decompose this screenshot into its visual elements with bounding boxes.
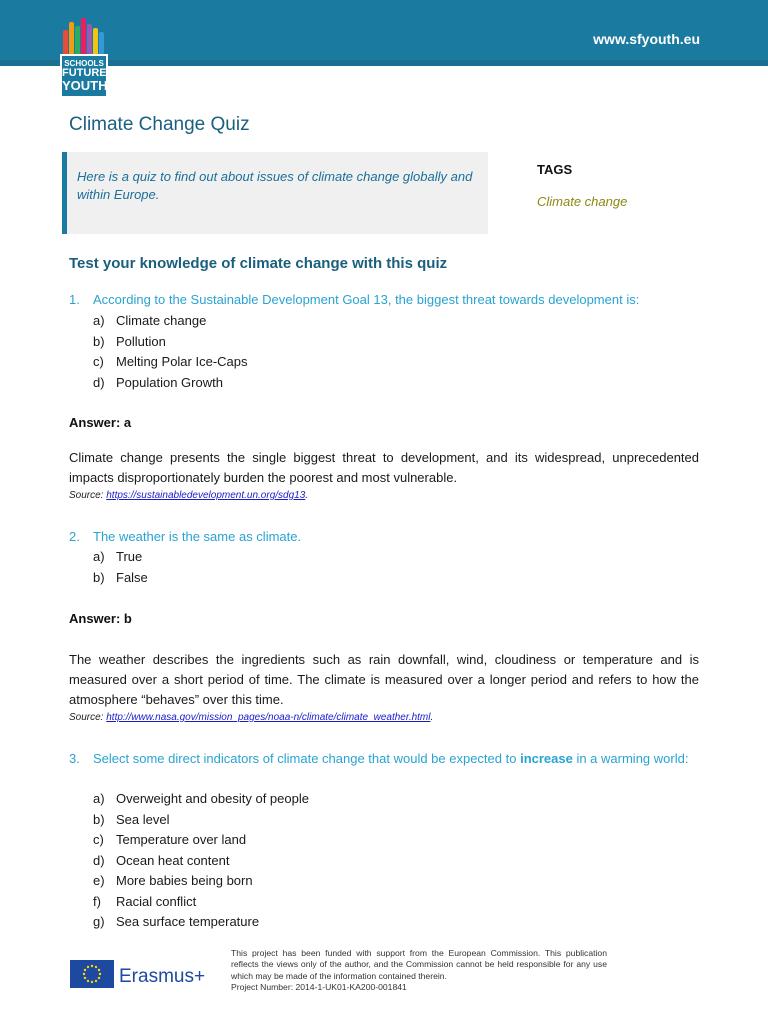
- option-letter: d): [93, 852, 105, 868]
- option-text: Sea level: [116, 811, 170, 827]
- source-2: [69, 712, 433, 723]
- option-text: False: [116, 569, 148, 585]
- question-1: [69, 290, 699, 310]
- question-text: According to the Sustainable Development Goal 13, the biggest threat towards development is:: [93, 292, 640, 307]
- question-2: [69, 527, 699, 547]
- tags-heading: TAGS: [537, 162, 573, 177]
- source-end: .: [305, 490, 309, 501]
- question-3: [69, 749, 699, 769]
- option-text: Ocean heat content: [116, 852, 230, 868]
- logo-hand-mark: [93, 28, 98, 54]
- eu-flag-icon: [70, 960, 114, 988]
- logo-hand-mark: [75, 26, 80, 54]
- sfyouth-logo[interactable]: [60, 4, 108, 96]
- option-text: Pollution: [116, 333, 166, 349]
- funding-disclaimer: [231, 948, 607, 994]
- option-letter: a): [93, 549, 105, 564]
- explanation-1: Climate change presents the single biggest threat to development, and its widespread, unprecedented impacts disproportionately burden the poorest and most vulnerable.: [69, 450, 699, 485]
- header-divider: [0, 60, 768, 66]
- source-label: Source:: [69, 490, 104, 501]
- logo-line-future: FUTURE: [62, 67, 107, 79]
- tag-climate-change[interactable]: Climate change: [537, 194, 628, 209]
- question-number: 2.: [69, 529, 80, 544]
- erasmus-logo-text: Erasmus+: [119, 966, 206, 987]
- option-letter: d): [93, 374, 105, 390]
- question-text-after: in a warming world:: [572, 751, 689, 766]
- question-text-before: Select some direct indicators of climate change that would be expected to: [93, 751, 521, 766]
- page-header: [0, 0, 768, 60]
- logo-line-schools: SCHOOLS: [64, 59, 104, 68]
- section-title: Test your knowledge of climate change with this quiz: [69, 255, 448, 272]
- option-text: Climate change: [116, 313, 207, 328]
- source-1: [69, 490, 308, 501]
- option-letter: c): [93, 832, 104, 847]
- project-number: Project Number: 2014-1-UK01-KA200-001841: [231, 982, 407, 993]
- option-letter: b): [93, 333, 105, 349]
- option-text: True: [116, 549, 143, 564]
- disclaimer-text: This project has been funded with support from the European Commission. This publication reflects the views only of the author, and the Commission cannot be held responsible for any use which may be made of the information contained therein.: [231, 948, 607, 981]
- option-letter: f): [93, 893, 101, 909]
- question-number: 1.: [69, 292, 80, 307]
- logo-text-box: [60, 54, 108, 98]
- option-text: Population Growth: [116, 374, 223, 390]
- logo-hand-mark: [87, 24, 92, 54]
- option-letter: a): [93, 313, 105, 328]
- logo-hand-mark: [99, 32, 104, 54]
- option-text: Melting Polar Ice-Caps: [116, 354, 248, 369]
- option-text: Temperature over land: [116, 832, 247, 847]
- source-link[interactable]: https://sustainabledevelopment.un.org/sdg13: [106, 490, 306, 501]
- option-letter: e): [93, 873, 105, 888]
- logo-hand-mark: [63, 30, 68, 54]
- source-label: Source:: [69, 712, 104, 723]
- page-title: Climate Change Quiz: [69, 114, 250, 135]
- website-link[interactable]: www.sfyouth.eu: [593, 31, 700, 47]
- option-text: Sea surface temperature: [116, 914, 260, 929]
- logo-hand-mark: [81, 18, 86, 54]
- logo-hand-mark: [69, 22, 74, 54]
- option-letter: g): [93, 914, 105, 929]
- question-number: 3.: [69, 751, 80, 766]
- source-link[interactable]: http://www.nasa.gov/mission_pages/noaa-n/climate/climate_weather.html: [106, 712, 431, 723]
- option-letter: c): [93, 354, 104, 369]
- option-letter: b): [93, 569, 105, 585]
- eu-stars-icon: [70, 960, 114, 988]
- logo-line-youth: YOUTH: [62, 78, 108, 93]
- answer-1: Answer: a: [69, 415, 132, 430]
- option-text: Racial conflict: [116, 893, 197, 909]
- answer-2: Answer: b: [69, 611, 132, 626]
- question-text-emphasis: increase: [520, 751, 573, 766]
- question-text: The weather is the same as climate.: [93, 529, 302, 544]
- intro-text: Here is a quiz to find out about issues of climate change globally and within Europe.: [77, 169, 473, 202]
- explanation-2: The weather describes the ingredients such as rain downfall, wind, cloudiness or temperature and is measured over a short period of time. The climate is measured over a longer period and refers to how the atmosphere “behaves” over this time.: [69, 652, 699, 707]
- option-letter: b): [93, 811, 105, 827]
- option-text: More babies being born: [116, 873, 253, 888]
- intro-box: [62, 152, 488, 234]
- option-letter: a): [93, 791, 105, 806]
- question-text: [93, 749, 699, 769]
- source-end: .: [430, 712, 434, 723]
- option-text: Overweight and obesity of people: [116, 791, 309, 806]
